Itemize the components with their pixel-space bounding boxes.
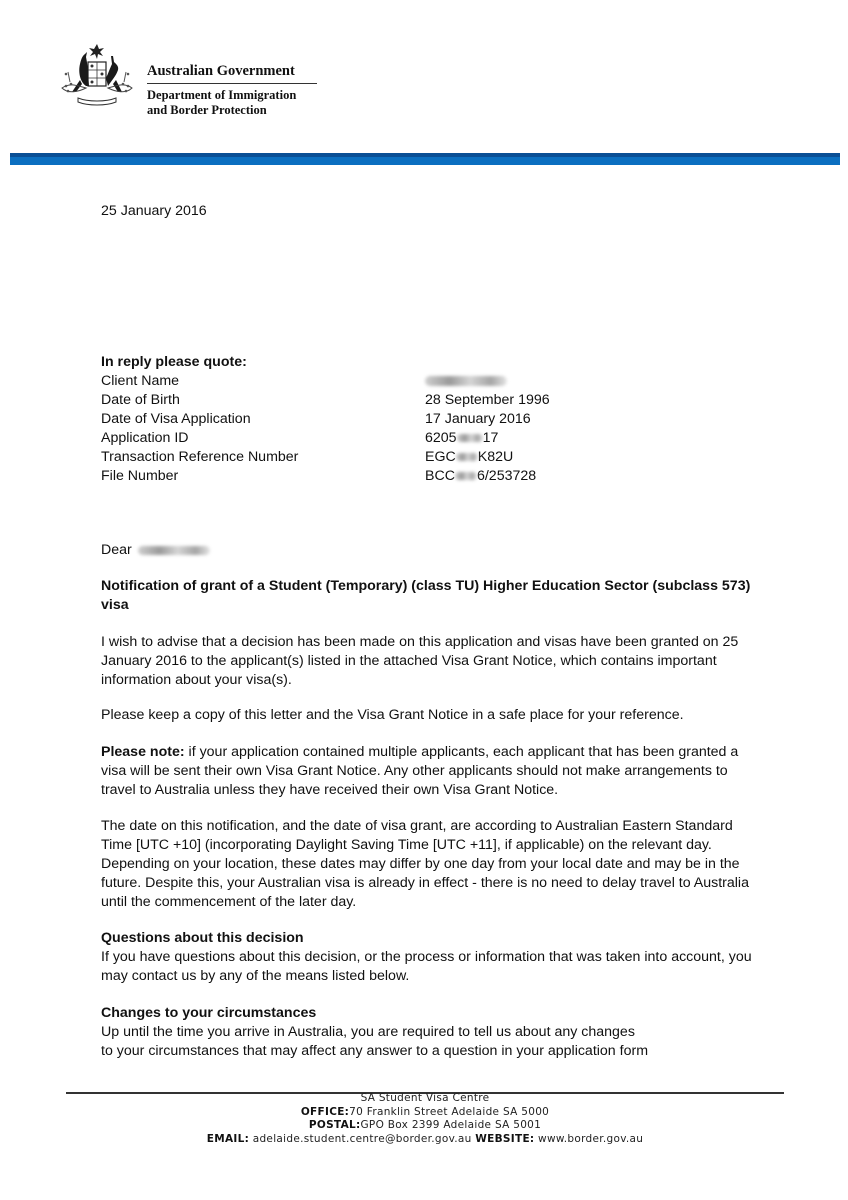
- quote-value: 17 January 2016: [425, 411, 531, 427]
- website-label: WEBSITE:: [475, 1132, 535, 1145]
- redaction: [425, 376, 507, 386]
- department-name-line2: and Border Protection: [147, 103, 267, 117]
- reply-quote-title: In reply please quote:: [101, 354, 247, 370]
- value-suffix: 6/253728: [476, 468, 537, 484]
- letter-subject: Notification of grant of a Student (Temporary) (class TU) Higher Education Sector (subclass 573) visa: [101, 578, 751, 613]
- paragraph-time-zone: The date on this notification, and the date of visa grant, are according to Australian Eastern Standard Time [UTC +10] (incorporating Daylight Saving Time [UTC +11], if applicable) on the relevant day. Depending on your location, these dates may differ by one day from your local date and may be in the future. Despite this, your Australian visa is already in effect - there is no need to delay travel to Australia until the commencement of the later day.: [101, 818, 749, 910]
- salutation: [101, 541, 210, 560]
- office-label: OFFICE:: [300, 1105, 350, 1118]
- quote-value: 28 September 1996: [425, 392, 550, 408]
- footer: [66, 1092, 784, 1146]
- footer-office: [66, 1106, 784, 1120]
- quote-label: Transaction Reference Number: [101, 449, 299, 465]
- government-name: Australian Government: [147, 62, 317, 84]
- footer-contact: [66, 1133, 784, 1147]
- redaction: [457, 434, 483, 442]
- value-suffix: K82U: [477, 449, 514, 465]
- changes-line-1: Up until the time you arrive in Australia, you are required to tell us about any changes: [101, 1024, 635, 1040]
- quote-label: Application ID: [101, 430, 189, 446]
- letter-date: 25 January 2016: [101, 203, 207, 219]
- quote-row-dob: [101, 391, 701, 410]
- quote-row-file-number: [101, 467, 701, 486]
- footer-postal: [66, 1119, 784, 1133]
- redaction: [455, 472, 477, 480]
- value-prefix: BCC: [425, 468, 455, 484]
- quote-value: [425, 467, 701, 486]
- redaction: [456, 453, 478, 461]
- paragraph-decision: I wish to advise that a decision has been made on this application and visas have been granted on 25 January 2016 to the applicant(s) listed in the attached Visa Grant Notice, which contains important information about your visa(s).: [101, 634, 739, 688]
- quote-label: Client Name: [101, 373, 180, 389]
- value-prefix: EGC: [425, 449, 456, 465]
- please-note-text: if your application contained multiple applicants, each applicant that has been granted a visa will be sent their own Visa Grant Notice. Any other applicants should not make arrangements to travel to Australia unless they have received their own Visa Grant Notice.: [101, 744, 739, 798]
- value-prefix: 6205: [425, 430, 457, 446]
- quote-row-transaction-ref: [101, 448, 701, 467]
- footer-centre: SA Student Visa Centre: [360, 1092, 490, 1104]
- postal-label: POSTAL:: [308, 1119, 361, 1131]
- changes-line-2: to your circumstances that may affect any answer to a question in your application form: [101, 1043, 649, 1059]
- quote-row-application-id: [101, 429, 701, 448]
- paragraph-please-note: [101, 743, 761, 800]
- postal-address: GPO Box 2399 Adelaide SA 5001: [360, 1119, 542, 1131]
- coat-of-arms-icon: [58, 42, 136, 112]
- changes-body: [101, 1023, 761, 1061]
- salutation-text: Dear: [101, 542, 132, 558]
- agency-name: [147, 62, 317, 118]
- questions-body: If you have questions about this decision, or the process or information that was taken into account, you may contact us by any of the means listed below.: [101, 949, 752, 984]
- header-accent-bar: [10, 153, 840, 165]
- quote-value: [425, 448, 701, 467]
- quote-label: File Number: [101, 468, 179, 484]
- email-label: EMAIL:: [206, 1132, 250, 1145]
- website-link[interactable]: www.border.gov.au: [534, 1132, 644, 1145]
- quote-label: Date of Birth: [101, 392, 180, 408]
- reply-quote-block: [101, 353, 701, 486]
- quote-value-redacted: [425, 372, 701, 391]
- please-note-label: Please note:: [101, 744, 185, 760]
- quote-row-client-name: [101, 372, 701, 391]
- email-link[interactable]: adelaide.student.centre@border.gov.au: [249, 1132, 476, 1145]
- quote-label: Date of Visa Application: [101, 411, 251, 427]
- quote-value: [425, 429, 701, 448]
- redacted-name: [138, 546, 210, 555]
- changes-heading: Changes to your circumstances: [101, 1005, 317, 1021]
- questions-heading: Questions about this decision: [101, 930, 304, 946]
- quote-row-application-date: [101, 410, 701, 429]
- paragraph-keep-copy: Please keep a copy of this letter and the Visa Grant Notice in a safe place for your reference.: [101, 707, 684, 723]
- value-suffix: 17: [482, 430, 499, 446]
- department-name-line1: Department of Immigration: [147, 88, 297, 102]
- office-address: 70 Franklin Street Adelaide SA 5000: [349, 1105, 550, 1118]
